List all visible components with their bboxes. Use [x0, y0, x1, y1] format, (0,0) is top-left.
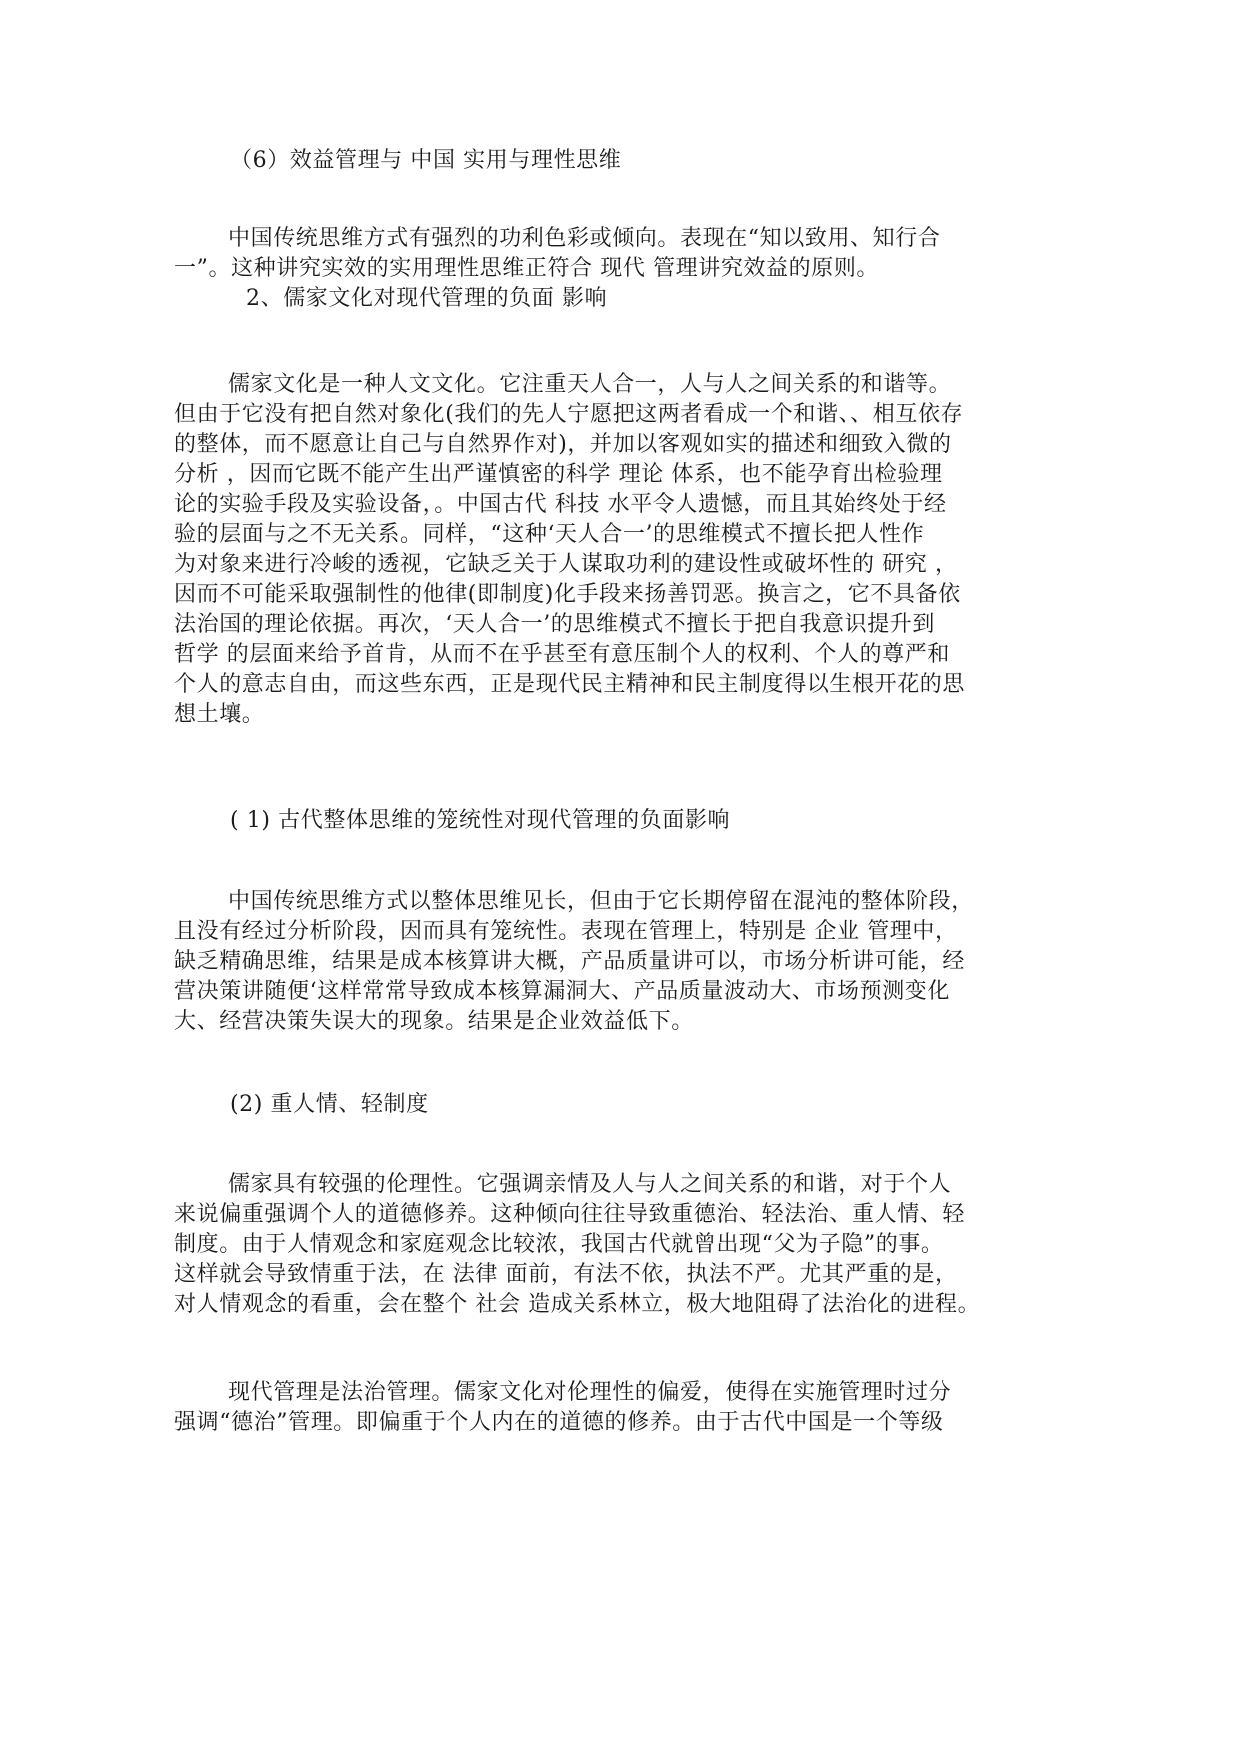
paragraph-line: 个人的意志自由，而这些东西，正是现代民主精神和民主制度得以生根开花的思 [174, 672, 966, 697]
paragraph-line: 来说偏重强调个人的道德修养。这种倾向往往导致重德治、轻法治、重人情、轻 [174, 1202, 966, 1227]
paragraph-line: 这样就会导致情重于法，在 法律 面前，有法不依，执法不严。尤其严重的是， [174, 1262, 958, 1287]
paragraph-line: 现代管理是法治管理。儒家文化对伦理性的偏爱，使得在实施管理时过分 [228, 1380, 952, 1405]
heading-2: (2) 重人情、轻制度 [230, 1092, 429, 1117]
paragraph-line: 强调“德治”管理。即偏重于个人内在的道德的修养。由于古代中国是一个等级 [174, 1410, 944, 1435]
section-2-heading: 2、儒家文化对现代管理的负面 影响 [246, 286, 608, 311]
paragraph-line: 论的实验手段及实验设备，。中国古代 科技 水平令人遗憾，而且其始终处于经 [174, 492, 947, 517]
paragraph-line: 哲学 的层面来给予首肯，从而不在乎甚至有意压制个人的权利、个人的尊严和 [174, 642, 950, 667]
heading-6: （6）效益管理与 中国 实用与理性思维 [230, 148, 622, 173]
heading-1: ( 1) 古代整体思维的笼统性对现代管理的负面影响 [230, 808, 731, 833]
paragraph-line: 的整体，而不愿意让自己与自然界作对)，并加以客观如实的描述和细致入微的 [174, 432, 952, 457]
paragraph-line: 且没有经过分析阶段，因而具有笼统性。表现在管理上，特别是 企业 管理中， [174, 919, 958, 944]
paragraph-line: 中国传统思维方式有强烈的功利色彩或倾向。表现在“知以致用、知行合 [228, 226, 941, 251]
paragraph-line: 营决策讲随便‘这样常常导致成本核算漏洞大、产品质量波动大、市场预测变化 [174, 979, 950, 1004]
paragraph-line: 大、经营决策失误大的现象。结果是企业效益低下。 [174, 1009, 694, 1034]
paragraph-line: 儒家具有较强的伦理性。它强调亲情及人与人之间关系的和谐，对于个人 [228, 1172, 952, 1197]
paragraph-line: 中国传统思维方式以整体思维见长，但由于它长期停留在混沌的整体阶段， [228, 889, 974, 914]
paragraph-line: 分析 ，因而它既不能产生出严谨慎密的科学 理论 体系，也不能孕育出检验理 [174, 462, 943, 487]
paragraph-line: 想土壤。 [174, 702, 265, 727]
paragraph-line: 为对象来进行冷峻的透视，它缺乏关于人谋取功利的建设性或破坏性的 研究 ， [174, 552, 958, 577]
paragraph-line: 但由于它没有把自然对象化(我们的先人宁愿把这两者看成一个和谐、、相互依存 [174, 402, 964, 427]
paragraph-line: 缺乏精确思维，结果是成本核算讲大概，产品质量讲可以，市场分析讲可能，经 [174, 949, 966, 974]
paragraph-line: 法治国的理论依据。再次，‘天人合一’的思维模式不擅长于把自我意识提升到 [174, 612, 935, 637]
paragraph-line: 验的层面与之不无关系。同样，“这种‘天人合一’的思维模式不擅长把人性作 [174, 522, 925, 547]
paragraph-line: 对人情观念的看重，会在整个 社会 造成关系林立，极大地阻碍了法治化的进程。 [174, 1292, 981, 1317]
paragraph-line: 一”。这种讲究实效的实用理性思维正符合 现代 管理讲究效益的原则。 [174, 256, 880, 281]
paragraph-line: 制度。由于人情观念和家庭观念比较浓，我国古代就曾出现“父为子隐”的事。 [174, 1232, 944, 1257]
paragraph-line: 因而不可能采取强制性的他律(即制度)化手段来扬善罚恶。换言之，它不具备依 [174, 582, 961, 607]
paragraph-line: 儒家文化是一种人文文化。它注重天人合一，人与人之间关系的和谐等。 [228, 372, 952, 397]
